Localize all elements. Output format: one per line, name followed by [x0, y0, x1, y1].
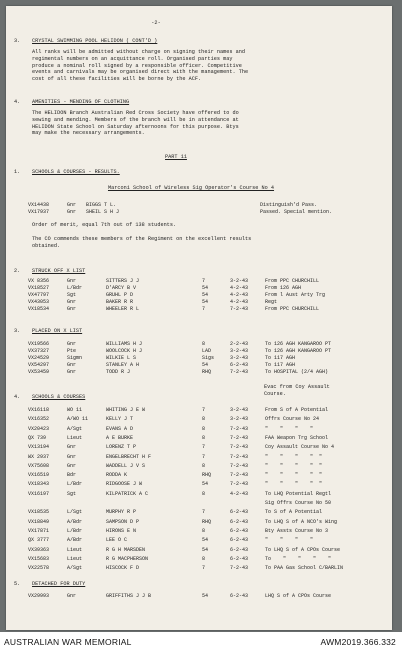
cell-num: VX54297	[28, 362, 50, 368]
cell-num: VX43053	[28, 299, 50, 305]
cell-rank: L/Bdr	[67, 481, 83, 488]
cell-detail: To " " " "	[265, 555, 332, 562]
cell-num: VX18535	[28, 509, 50, 516]
cell-num: VX 8356	[28, 278, 50, 284]
cell-bty: 7	[202, 306, 206, 312]
section-title: STRUCK OFF X LIST	[32, 268, 86, 274]
cell-detail: To LHQ Potential Regtl	[265, 490, 332, 497]
section-number: 3.	[14, 328, 21, 334]
section-title: DETACHED FOR DUTY	[32, 581, 86, 587]
cell-date: 6-2-43	[230, 362, 249, 368]
cell-num: VX29993	[28, 593, 50, 599]
cell-detail: Bty Assts Course No 3	[265, 527, 329, 534]
section-title: SCHOOLS & COURSES - RESULTS.	[32, 169, 120, 175]
cell-rank: L/Bdr	[67, 285, 83, 291]
cell-name: GRUHL P D	[106, 292, 134, 298]
part-title: PART 11	[165, 154, 187, 160]
footer-source: AUSTRALIAN WAR MEMORIAL	[4, 637, 132, 647]
cell-date: 7-2-43	[230, 306, 249, 312]
cell-num: VX16519	[28, 472, 50, 479]
text-line: The HELIDON Branch Australian Red Cross Society have offered to do	[32, 110, 239, 116]
cell-bty: 8	[202, 341, 206, 347]
section-title: CRYSTAL SWIMMING POOL HELIDON ( CONT'D )	[32, 38, 158, 44]
cell-rank: Gnr	[67, 299, 77, 305]
section-title: PLACED ON X LIST	[32, 328, 83, 334]
cell-detail: From PPC CHURCHILL	[265, 278, 320, 284]
cell-name: R G H MARSDEN	[106, 546, 146, 553]
cell-rank: A/Sgt	[67, 565, 83, 572]
cell-date: 7-2-43	[230, 481, 249, 488]
cell-rank: WO 11	[67, 407, 83, 413]
cell-detail: Offrs Course No 24	[265, 416, 320, 423]
cell-rank: Sgt	[67, 292, 77, 298]
cell-detail: From S of A Potential	[265, 407, 329, 413]
cell-detail: From 126 AGH	[265, 285, 302, 291]
section-number: 1.	[14, 169, 21, 175]
cell-date: 4-2-43	[230, 299, 249, 305]
cell-name: A E BURKE	[106, 434, 134, 441]
cell-date: 7-2-43	[230, 462, 249, 469]
cell-name: BIGGS T L.	[86, 202, 117, 208]
cell-date: 3-2-43	[230, 348, 249, 354]
cell-date: 7-2-43	[230, 444, 249, 451]
cell-num: VX22578	[28, 565, 50, 572]
cell-num: VX18534	[28, 306, 50, 312]
cell-rank: Lieut	[67, 555, 83, 562]
cell-rank: Gnr	[67, 362, 77, 368]
cell-bty: 54	[202, 546, 209, 553]
cell-rank: Gnr	[67, 306, 77, 312]
section-number: 4.	[14, 99, 21, 105]
cell-detail: To PAA Gas School C/BARLIN	[265, 565, 344, 572]
cell-num: VX15683	[28, 555, 50, 562]
text-line: regimental numbers on an acquittance roll. Organised parties may	[32, 55, 233, 62]
section-title: AMENITIES - MENDING OF CLOTHING	[32, 99, 130, 105]
cell-bty: 54	[202, 537, 209, 544]
cell-name: WHITING J E W	[106, 407, 146, 413]
cell-rank: Lieut	[67, 434, 83, 441]
cell-rank: L/Sgt	[67, 509, 83, 516]
cell-rank: Sgt	[67, 490, 77, 497]
text-line: All ranks will be admitted without charge on signing their names and	[32, 49, 246, 55]
cell-rank: A/Bdr	[67, 537, 83, 544]
cell-name: WHEELER R L	[106, 306, 140, 312]
cell-name: GRIFFITHS J J B	[106, 593, 152, 599]
cell-rank: Pte	[67, 348, 77, 354]
cell-detail: To S of A Potential	[265, 509, 323, 516]
cell-bty: RHQ	[202, 518, 212, 525]
cell-name: KELLY J T	[106, 416, 134, 423]
text-line: produce a nominal roll signed by a responsible officer. Competitive	[32, 62, 242, 69]
cell-detail: To LHQ S of A NCO's Wing	[265, 518, 338, 525]
cell-bty: RHQ	[202, 472, 212, 479]
cell-num: VX37327	[28, 348, 50, 354]
cell-bty: 8	[202, 527, 206, 534]
cell-rank: Lieut	[67, 546, 83, 553]
cell-bty: 54	[202, 481, 209, 488]
cell-date: 6-2-43	[230, 555, 249, 562]
cell-bty: 54	[202, 362, 209, 368]
cell-date: 6-2-43	[230, 518, 249, 525]
cell-detail: FAA Weapon Trg School	[265, 434, 329, 441]
cell-num: VX14438	[28, 202, 50, 208]
cell-detail: To HOSPITAL (2/4 AGH)	[265, 369, 329, 375]
course-title: Marconi School of Wireless Sig Operator's Course No 4	[107, 185, 275, 191]
section-title: SCHOOLS & COURSES	[32, 394, 86, 400]
cell-bty: LAD	[202, 348, 212, 354]
cell-detail: LHQ S of A CPOs Course	[265, 593, 332, 599]
cell-bty: 8	[202, 425, 206, 432]
cell-date: 3-2-43	[230, 355, 249, 361]
cell-num: VX16352	[28, 416, 50, 423]
cell-detail: Regt	[265, 299, 278, 305]
cell-bty: 8	[202, 555, 206, 562]
cell-name: WOOLCOCK H J	[106, 348, 143, 354]
cell-num: WX 2937	[28, 453, 50, 460]
cell-rank: Gnr	[67, 369, 77, 375]
cell-rank: Sigmn	[67, 355, 83, 361]
cell-date: 7-2-43	[230, 565, 249, 572]
cell-result: Passed. Special mention.	[260, 209, 333, 215]
cell-date: 7-2-43	[230, 472, 249, 479]
cell-name: WADDELL J V S	[106, 462, 146, 469]
cell-bty: 54	[202, 292, 209, 298]
document-page	[6, 6, 392, 630]
cell-bty: 7	[202, 453, 206, 460]
placed-note: Evac from Coy Assault	[264, 384, 330, 390]
cell-rank: A/Sgt	[67, 425, 83, 432]
cell-rank: L/Bdr	[67, 527, 83, 534]
cell-detail: " " " " "	[265, 472, 323, 479]
cell-detail: " " " "	[265, 537, 314, 544]
text-line: events and carnivals may be organised direct with the management. The	[32, 69, 249, 76]
cell-name: RODDA K	[106, 472, 128, 479]
section-number: 2.	[14, 268, 21, 274]
cell-date: 2-2-43	[230, 341, 249, 347]
text-line: may make the necessary arrangements.	[32, 130, 145, 137]
cell-date: 7-2-43	[230, 453, 249, 460]
cell-bty: 8	[202, 462, 206, 469]
cell-rank: A/Bdr	[67, 518, 83, 525]
cell-date: 7-2-43	[230, 434, 249, 441]
footer-accession: AWM2019.366.332	[320, 637, 396, 647]
cell-date: 4-2-43	[230, 490, 249, 497]
cell-name: MURPHY R P	[106, 509, 137, 516]
cell-date: 4-2-43	[230, 285, 249, 291]
section-number: 5.	[14, 581, 21, 587]
cell-rank: Bdr	[67, 472, 77, 479]
footer-bar	[0, 632, 402, 653]
cell-num: QX 739	[28, 434, 47, 441]
cell-name: SHEIL S H J	[86, 209, 120, 215]
cell-bty: 7	[202, 565, 206, 572]
cell-rank: Gnr	[67, 453, 77, 460]
cell-detail: From l Aust Arty Trg	[265, 292, 326, 298]
cell-detail: " " " " "	[265, 453, 323, 460]
cell-rank: Gnr	[67, 202, 77, 208]
cell-num: VX18849	[28, 518, 50, 525]
cell-num: VX18343	[28, 481, 50, 488]
section-number: 4.	[14, 394, 21, 400]
cell-name: LORENZ T P	[106, 444, 137, 451]
cell-bty: 7	[202, 407, 206, 413]
cell-detail: To 126 AGH KANGAROO PT	[265, 348, 332, 354]
cell-detail: " " " " "	[265, 462, 323, 469]
cell-num: VX53459	[28, 369, 50, 375]
cell-rank: Gnr	[67, 462, 77, 469]
cell-date: 6-2-43	[230, 546, 249, 553]
cell-bty: 54	[202, 593, 209, 599]
cell-detail: " " " "	[265, 425, 314, 432]
cell-date: 3-2-43	[230, 278, 249, 284]
cell-detail: Sig Offrs Course No 50	[265, 500, 332, 506]
cell-bty: 7	[202, 444, 206, 451]
page-number: -2-	[151, 20, 161, 26]
cell-bty: RHQ	[202, 369, 212, 375]
cell-name: KILPATRICK A C	[106, 490, 149, 497]
cell-date: 3-2-43	[230, 416, 249, 423]
cell-num: VX20423	[28, 425, 50, 432]
cell-num: VX47797	[28, 292, 50, 298]
placed-note: Course.	[264, 391, 286, 397]
cell-date: 7-2-43	[230, 369, 249, 375]
cell-detail: To 117 AGH	[265, 355, 296, 361]
cell-num: VX75608	[28, 462, 50, 469]
cell-num: VX19566	[28, 341, 50, 347]
cell-name: LEE O C	[106, 537, 128, 544]
cell-name: WILKIE L S	[106, 355, 137, 361]
cell-name: SAMPSON D P	[106, 518, 140, 525]
cell-detail: To LHQ S of A CPOs Course	[265, 546, 341, 553]
cell-result: Distinguish'd Pass.	[260, 202, 318, 208]
cell-bty: 7	[202, 509, 206, 516]
cell-num: VX24529	[28, 355, 50, 361]
cell-rank: Gnr	[67, 278, 77, 284]
cell-detail: Coy Assault Course No 4	[265, 444, 335, 451]
cell-bty: 7	[202, 278, 206, 284]
text-line: cost of all these facilities will be borne by the ACF.	[32, 76, 202, 83]
cell-name: D'ARCY B V	[106, 285, 137, 291]
cell-num: VX16118	[28, 407, 50, 413]
cell-bty: Sigs	[202, 355, 215, 361]
cell-rank: Gnr	[67, 593, 77, 599]
cell-date: 7-2-43	[230, 425, 249, 432]
cell-bty: 8	[202, 490, 206, 497]
cell-detail: To 126 AGH KANGAROO PT	[265, 341, 332, 347]
text-line: obtained.	[32, 243, 61, 249]
cell-num: QX 3777	[28, 537, 50, 544]
cell-date: 6-2-43	[230, 537, 249, 544]
cell-bty: 54	[202, 299, 209, 305]
cell-num: VX17871	[28, 527, 50, 534]
cell-name: BAKER R R	[106, 299, 134, 305]
cell-rank: Gnr	[67, 444, 77, 451]
cell-date: 3-2-43	[230, 407, 249, 413]
cell-name: RIDGOOSE J W	[106, 481, 143, 488]
cell-name: WILLIAMS H J	[106, 341, 143, 347]
cell-name: TODD R J	[106, 369, 131, 375]
cell-date: 6-2-43	[230, 527, 249, 534]
cell-num: VX16197	[28, 490, 50, 497]
cell-num: VX13194	[28, 444, 50, 451]
cell-name: R G MACPHERSON	[106, 555, 149, 562]
cell-num: VX18527	[28, 285, 50, 291]
order-of-merit: Order of merit, equal 7th out of 138 students.	[32, 222, 177, 228]
cell-num: VX39363	[28, 546, 50, 553]
text-line: HELIDON State School on Saturday afternoons for this purpose. Btys	[32, 123, 239, 130]
section-number: 3.	[14, 38, 21, 44]
cell-name: STANLEY A H	[106, 362, 140, 368]
text-line: The CO commends these members of the Regiment on the excellent results	[32, 236, 252, 242]
cell-rank: Gnr	[67, 341, 77, 347]
cell-name: HIRONS E N	[106, 527, 137, 534]
cell-name: ENGELBRECHT H F	[106, 453, 152, 460]
cell-rank: A/WO 11	[67, 416, 89, 423]
cell-detail: From PPC CHURCHILL	[265, 306, 320, 312]
cell-bty: 8	[202, 434, 206, 441]
cell-date: 6-2-43	[230, 593, 249, 599]
cell-rank: Gnr	[67, 209, 77, 215]
cell-bty: 8	[202, 416, 206, 423]
text-line: sewing and mending. Members of the branch will be in attendance at	[32, 116, 239, 123]
cell-num: VX17937	[28, 209, 50, 215]
cell-bty: 54	[202, 285, 209, 291]
cell-name: SITTERS J J	[106, 278, 140, 284]
cell-date: 6-2-43	[230, 509, 249, 516]
cell-name: HISCOCK F D	[106, 565, 140, 572]
cell-date: 4-2-43	[230, 292, 249, 298]
cell-detail: " " " " "	[265, 481, 323, 488]
cell-detail: To 117 AGH	[265, 362, 296, 368]
cell-name: EVANS A D	[106, 425, 134, 432]
